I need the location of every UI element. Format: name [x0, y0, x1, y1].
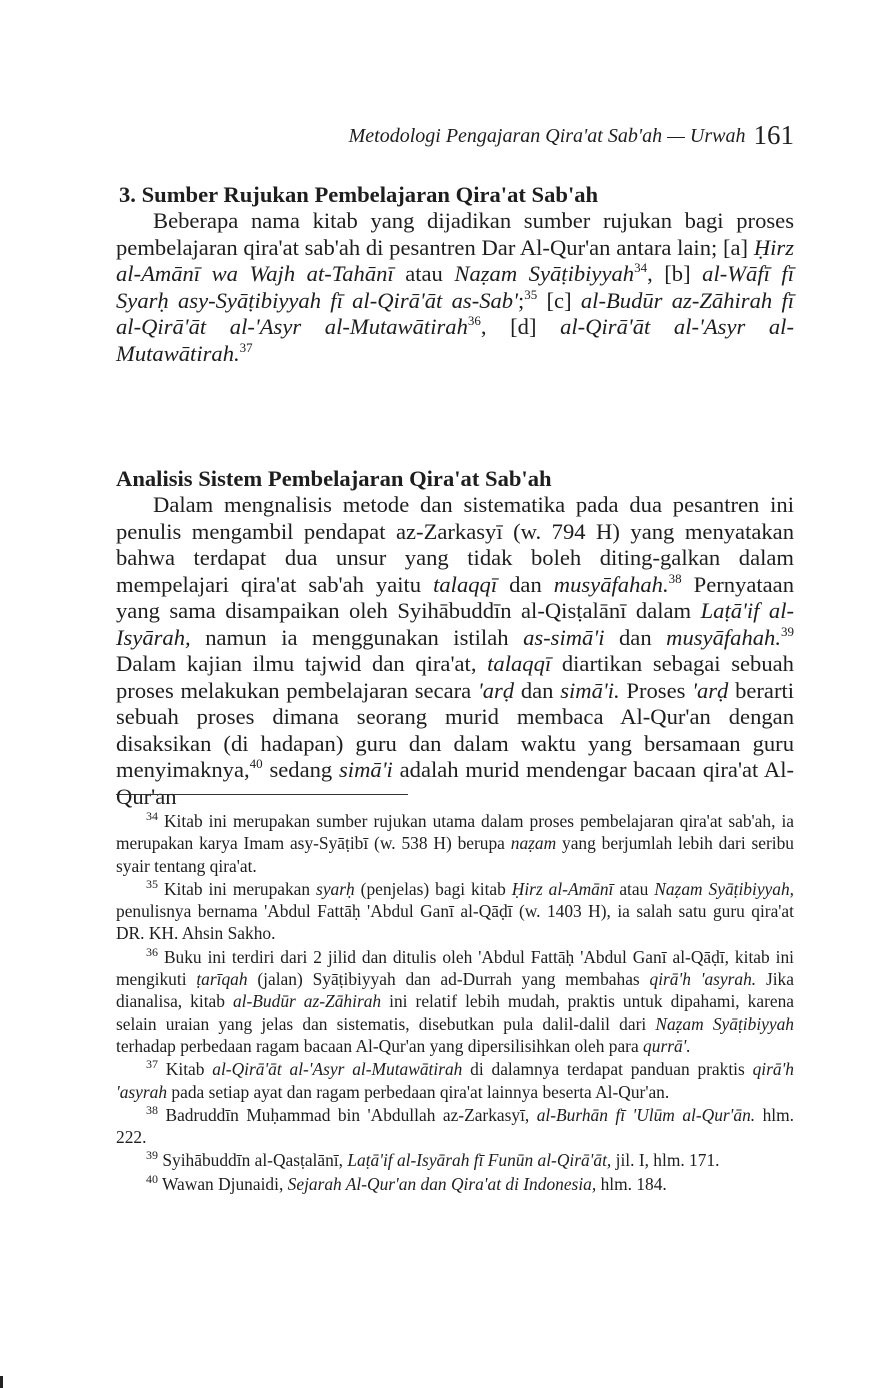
page-number: 161 [753, 120, 794, 150]
footnote-ref: 35 [524, 286, 538, 302]
footnote-40: $^{40}$ Wawan Djunaidi, Sejarah Al-Qur'an dan Qira'at di Indonesia, hlm. 184. [146, 1171, 667, 1194]
footnote-37: $^{37}$ Kitab al-Qirā'āt al-'Asyr al-Mutawātirah di dalamnya terdapat panduan praktis qirā'h 'asyrah pada setiap ayat dan ragam perbedaan qira'at lainnya beserta Al-Qur'an. [116, 1057, 794, 1102]
section-analisis-sistem [116, 465, 794, 810]
section-heading: Analisis Sistem Pembelajaran Qira'at Sab'ah [116, 466, 552, 491]
footnote-39: $^{39}$ Syihābuddīn al-Qasṭalānī, Laṭā'if al-Isyārah fī Funūn al-Qirā'āt, jil. I, hlm. 171. [146, 1148, 720, 1171]
footnote-ref: 38 [668, 570, 682, 586]
footnote-35: $^{35}$ Kitab ini merupakan syarḥ (penjelas) bagi kitab Ḥirz al-Amānī atau Naẓam Syāṭibiyyah, penulisnya bernama 'Abdul Fattāḥ 'Abdul Ganī al-Qāḍī (w. 1403 H), ia salah satu guru qira'at DR. KH. Ahsin Sakho. [116, 876, 795, 944]
footnote-ref: 36 [467, 313, 481, 328]
footnote-ref: 34 [634, 260, 648, 275]
paragraph-analisis: Dalam mengnalisis metode dan sistematika pada dua pesantren ini penulis mengambil pendapat az-Zarkasyī (w. 794 H) yang menyatakan bahwa terdapat dua unsur yang tidak boleh diting-galkan dalam mempelajari qira'at sab'ah yaitu talaqqī dan musyāfahah.$^{38}$ Pernyataan yang sama disampaikan oleh Syihābuddīn al-Qisṭalānī dalam Laṭā'if al-Isyārah, namun ia menggunakan istilah as-simā'i dan musyāfahah.$^{39}$ Dalam kajian ilmu tajwid dan qira'at, talaqqī diartikan sebagai sebuah proses melakukan pembelajaran secara 'arḍ dan simā'i. Proses 'arḍ berarti sebuah proses dimana seorang murid membaca Al-Qur'an dengan disaksikan (di hadapan) guru dan dalam waktu yang bersamaan guru menyimaknya,$^{40}$ sedang simā'i adalah murid mendengar bacaan qira'at Al-Qur'an [116, 492, 795, 809]
section-heading: 3. Sumber Rujukan Pembelajaran Qira'at Sab'ah [119, 182, 599, 207]
footnote-34: $^{34}$ Kitab ini merupakan sumber rujukan utama dalam proses pembelajaran qira'at sab'ah, ia merupakan karya Imam asy-Syāṭibī (w. 538 H) berupa naẓam yang berjumlah lebih dari seribu syair tentang qira'at. [116, 809, 794, 876]
footnote-38: $^{38}$ Badruddīn Muḥammad bin 'Abdullah az-Zarkasyī, al-Burhān fī 'Ulūm al-Qur'ān. hlm. 222. [116, 1102, 795, 1148]
footnotes [116, 810, 794, 1196]
footnote-divider [116, 794, 408, 795]
footnote-36: $^{36}$ Buku ini terdiri dari 2 jilid dan ditulis oleh 'Abdul Fattāḥ 'Abdul Ganī al-Qāḍī, kitab ini mengikuti ṭarīqah (jalan) Syāṭibiyyah dan ad-Durrah yang membahas qirā'h 'asyrah. Jika dianalisa, kitab al-Budūr az-Zāhirah ini relatif lebih mudah, praktis untuk dipahami, karena selain uraian yang jelas dan sistematis, disebutkan pula dalil-dalil dari Naẓam Syāṭibiyyah terhadap perbedaan ragam bacaan Al-Qur'an yang dipersilisihkan oleh para qurrā'. [116, 944, 794, 1056]
section-sumber-rujukan [116, 181, 794, 367]
paragraph-sumber-rujukan: Beberapa nama kitab yang dijadikan sumber rujukan bagi proses pembelajaran qira'at sab'ah di pesantren Dar Al-Qur'an antara lain; [a] Ḥirz al-Amānī wa Wajh at-Tahānī atau Naẓam Syāṭibiyyah$^{34}$, [b] al-Wāfī fī Syarḥ asy-Syāṭibiyyah fī al-Qirā'āt as-Sab';$^{35}$ [c] al-Budūr az-Zāhirah fī al-Qirā'āt al-'Asyr al-Mutawātirah$^{36}$, [d] al-Qirā'āt al-'Asyr al-Mutawātirah.$^{37}$ [116, 208, 795, 366]
footnote-ref: 40 [249, 756, 263, 771]
footnote-ref: 37 [239, 339, 253, 355]
running-header-title: Metodologi Pengajaran Qira'at Sab'ah — Urwah [348, 125, 746, 147]
running-header [300, 118, 794, 153]
scan-edge-mark [0, 1376, 3, 1388]
footnote-ref: 39 [781, 623, 794, 639]
